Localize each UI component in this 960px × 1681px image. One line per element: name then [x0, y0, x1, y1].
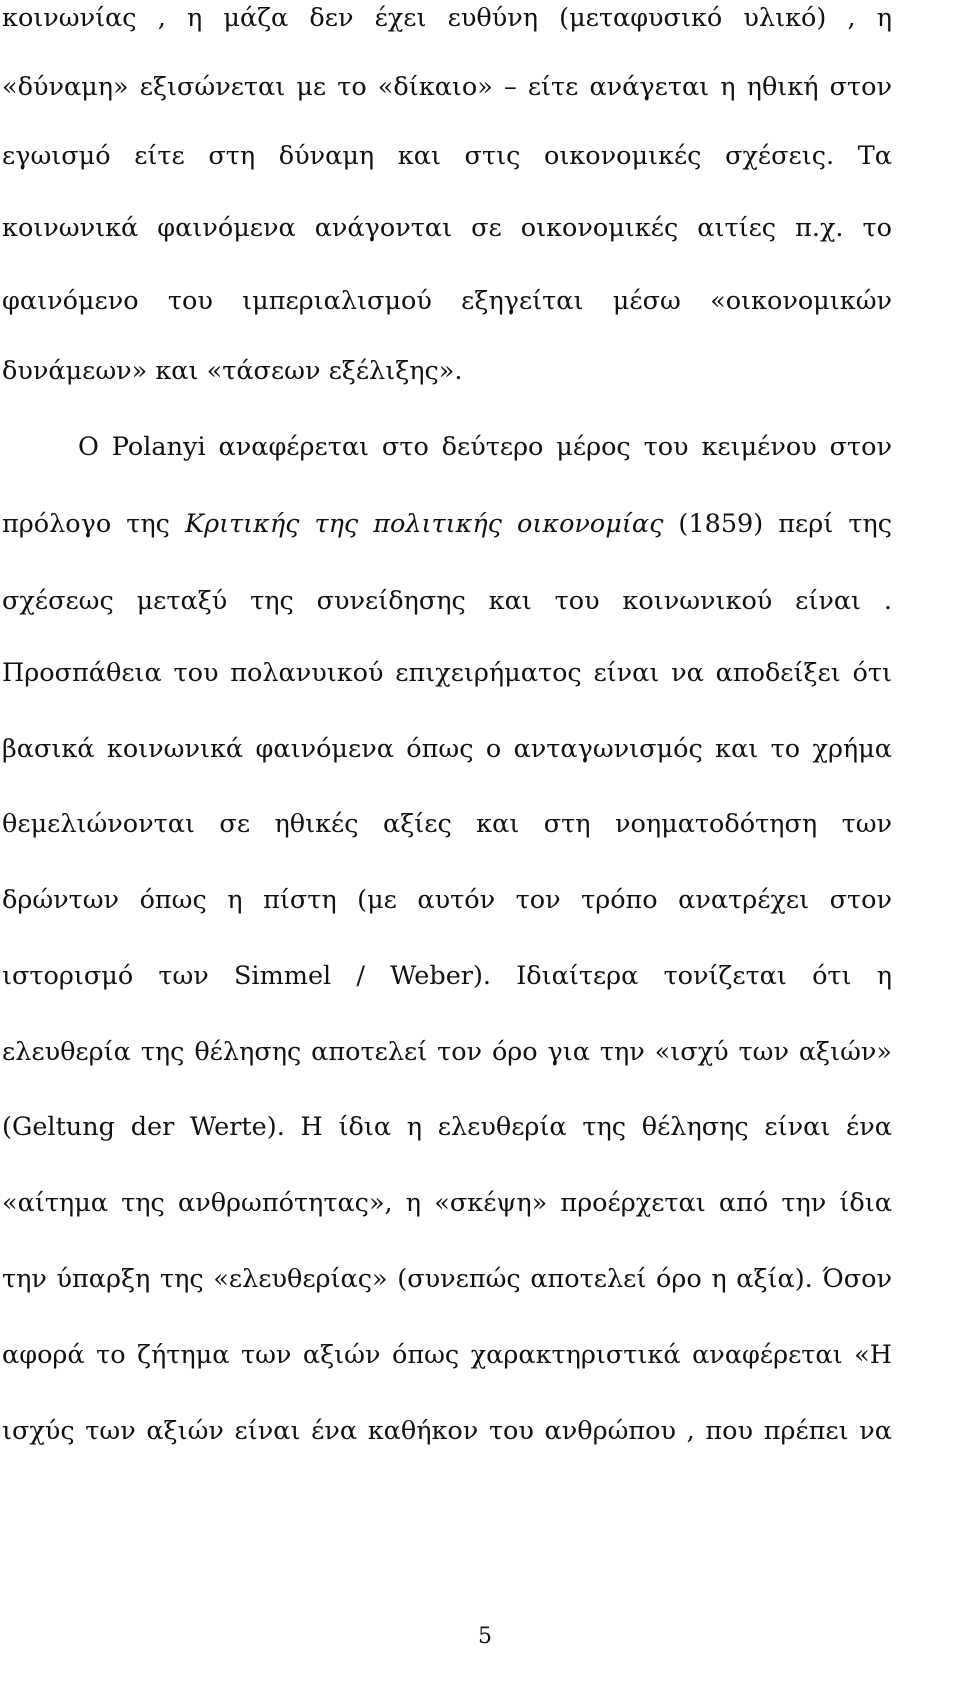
paragraph-2-line-3: σχέσεως μεταξύ της συνείδησης και του κοινωνικού είναι .	[2, 586, 892, 616]
paragraph-2-line-14: ισχύς των αξιών είναι ένα καθήκον του ανθρώπου , που πρέπει να	[2, 1416, 892, 1446]
book-title-italic: Κριτικής της πολιτικής οικονομίας	[185, 509, 664, 539]
paragraph-2-line-5: βασικά κοινωνικά φαινόμενα όπως ο ανταγωνισμός και το χρήμα	[2, 734, 892, 764]
paragraph-2-line-7: δρώντων όπως η πίστη (με αυτόν τον τρόπο ανατρέχει στον	[2, 885, 892, 915]
paragraph-2-line-8: ιστορισμό των Simmel / Weber). Ιδιαίτερα τονίζεται ότι η	[2, 961, 892, 991]
paragraph-1-line-2: «δύναμη» εξισώνεται με το «δίκαιο» – είτε ανάγεται η ηθική στον	[2, 72, 892, 102]
paragraph-2-line-12: την ύπαρξη της «ελευθερίας» (συνεπώς αποτελεί όρο η αξία). Όσον	[2, 1264, 892, 1294]
paragraph-2-line-1: Ο Polanyi αναφέρεται στο δεύτερο μέρος του κειμένου στον	[78, 432, 892, 462]
paragraph-1-line-3: εγωισμό είτε στη δύναμη και στις οικονομικές σχέσεις. Τα	[2, 141, 892, 171]
paragraph-2-line-9: ελευθερία της θέλησης αποτελεί τον όρο για την «ισχύ των αξιών»	[2, 1037, 892, 1067]
paragraph-2-line-10: (Geltung der Werte). Η ίδια η ελευθερία της θέλησης είναι ένα	[2, 1112, 892, 1142]
paragraph-1-line-5: φαινόμενο του ιμπεριαλισμού εξηγείται μέσω «οικονομικών	[2, 286, 892, 316]
paragraph-2-line-11: «αίτημα της ανθρωπότητας», η «σκέψη» προέρχεται από την ίδια	[2, 1188, 892, 1218]
paragraph-2-line-4: Προσπάθεια του πολανυικού επιχειρήματος είναι να αποδείξει ότι	[2, 658, 892, 688]
paragraph-1-line-1: κοινωνίας , η μάζα δεν έχει ευθύνη (μεταφυσικό υλικό) , η	[2, 3, 892, 33]
paragraph-2-line-6: θεμελιώνονται σε ηθικές αξίες και στη νοηματοδότηση των	[2, 809, 892, 839]
paragraph-1-line-4: κοινωνικά φαινόμενα ανάγονται σε οικονομικές αιτίες π.χ. το	[2, 213, 892, 243]
line-text-before-title: πρόλογο της	[2, 509, 186, 539]
paragraph-2-line-13: αφορά το ζήτημα των αξιών όπως χαρακτηριστικά αναφέρεται «Η	[2, 1340, 892, 1370]
line-text-after-title: (1859) περί της	[663, 509, 892, 539]
paragraph-2-line-2	[2, 508, 892, 540]
paragraph-1-line-6: δυνάμεων» και «τάσεων εξέλιξης».	[2, 356, 463, 386]
page-number: 5	[478, 1624, 492, 1649]
